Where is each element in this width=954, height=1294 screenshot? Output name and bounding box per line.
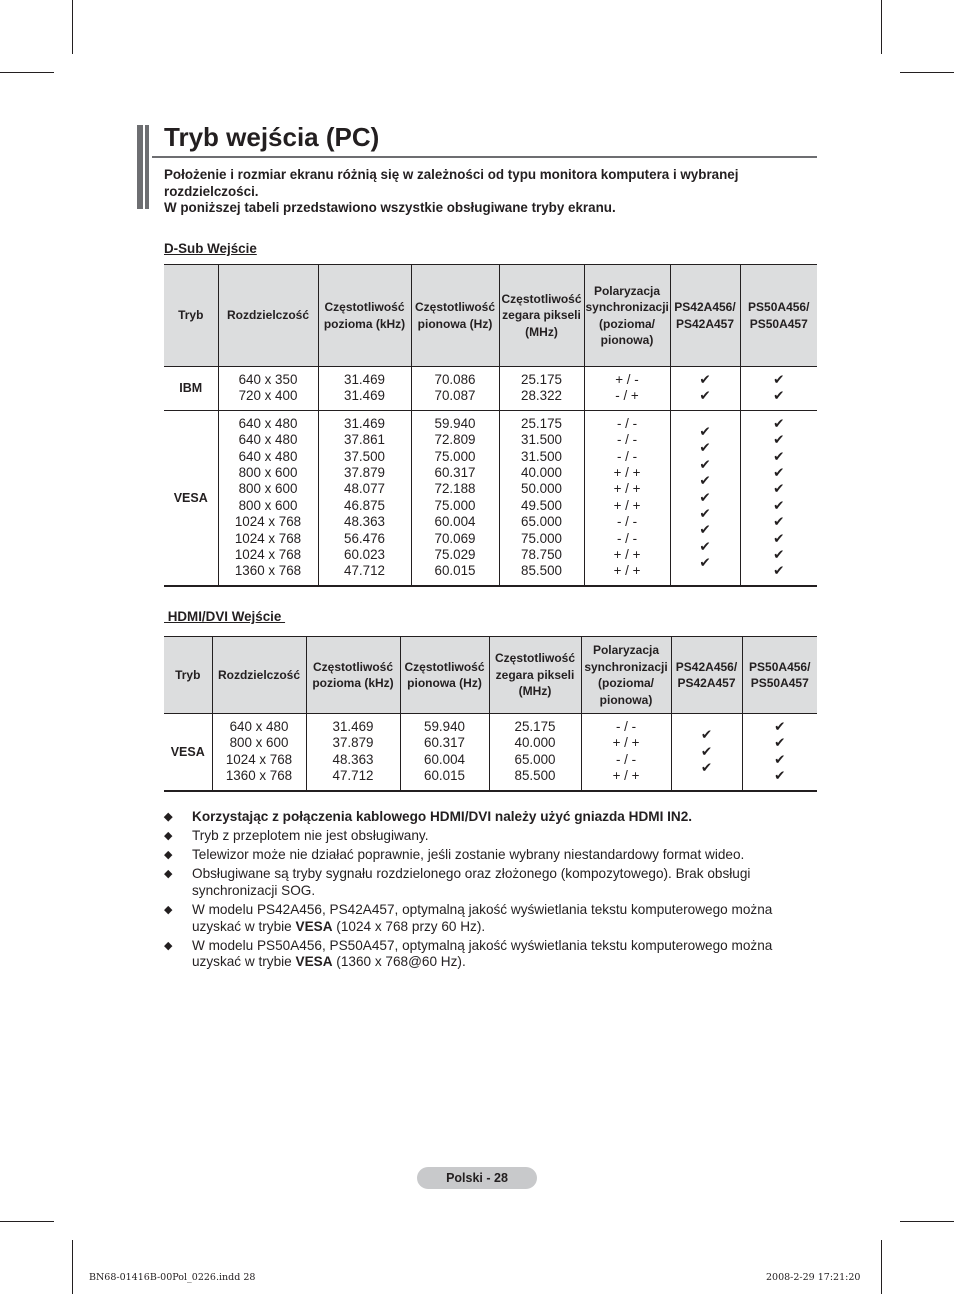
checkmark-icon: ✔ bbox=[773, 448, 785, 464]
cell-value: 50.000 bbox=[521, 481, 562, 497]
cell-value: + / + bbox=[613, 563, 641, 579]
header-resolution: Rozdzielczość bbox=[218, 265, 318, 367]
cell-value: 72.188 bbox=[434, 481, 476, 497]
cell-vfreq bbox=[400, 714, 489, 791]
cell-model50 bbox=[742, 714, 817, 791]
cell-value: + / + bbox=[612, 768, 640, 784]
cell-value: 70.086 bbox=[434, 372, 476, 387]
cell-value: 60.015 bbox=[424, 768, 465, 784]
note-text: W modelu PS42A456, PS42A457, optymalną jakość wyświetlania tekstu komputerowego można uzyskać w trybie bbox=[192, 901, 773, 934]
cell-value: 85.500 bbox=[514, 768, 556, 784]
cell-value: 31.469 bbox=[344, 372, 385, 387]
crop-mark bbox=[72, 0, 73, 54]
cell-value: 75.029 bbox=[434, 547, 476, 563]
crop-mark bbox=[900, 72, 954, 73]
checkmark-icon: ✔ bbox=[699, 555, 711, 571]
checkmark-icon: ✔ bbox=[700, 760, 713, 776]
cell-value: 49.500 bbox=[521, 497, 562, 513]
cell-value: 800 x 600 bbox=[238, 481, 298, 497]
cell-value: + / + bbox=[613, 465, 641, 481]
cell-value: 1360 x 768 bbox=[234, 563, 302, 579]
cell-model50 bbox=[740, 367, 817, 411]
checkmark-icon: ✔ bbox=[773, 481, 785, 497]
cell-value: 640 x 480 bbox=[238, 432, 298, 448]
cell-value: - / - bbox=[616, 415, 638, 431]
notes-list bbox=[164, 809, 804, 973]
cell-value: + / + bbox=[613, 481, 641, 497]
intro-line-1: Położenie i rozmiar ekranu różnią się w zależności od typu monitora komputera i wybranej rozdzielczości. bbox=[164, 167, 739, 199]
cell-value: 60.317 bbox=[424, 735, 465, 751]
cell-value: 40.000 bbox=[521, 465, 562, 481]
intro-text bbox=[164, 167, 804, 217]
cell-value: 640 x 480 bbox=[229, 719, 289, 734]
diamond-bullet-icon: ◆ bbox=[164, 811, 173, 823]
cell-value: + / + bbox=[612, 735, 640, 751]
cell-pixclk bbox=[489, 714, 581, 791]
cell-value: 31.469 bbox=[344, 388, 385, 404]
note-text: Telewizor może nie działać poprawnie, jeśli zostanie wybrany niestandardowy format wideo. bbox=[192, 847, 745, 863]
cell-value: 720 x 400 bbox=[238, 388, 298, 404]
cell-value: + / - bbox=[615, 372, 639, 387]
cell-value: 1024 x 768 bbox=[234, 547, 302, 563]
header-polarity: Polaryzacja synchronizacji (pozioma/ pionowa) bbox=[581, 637, 671, 714]
diamond-bullet-icon: ◆ bbox=[164, 849, 173, 862]
checkmark-icon: ✔ bbox=[773, 372, 785, 387]
cell-value: 25.175 bbox=[521, 415, 562, 431]
checkmark-icon: ✔ bbox=[699, 522, 711, 538]
header-model-42: PS42A456/ PS42A457 bbox=[670, 265, 740, 367]
cell-resolution bbox=[212, 714, 306, 791]
header-model-50: PS50A456/ PS50A457 bbox=[742, 637, 817, 714]
hdmi-modes-table bbox=[164, 636, 817, 792]
cell-value: + / + bbox=[613, 497, 641, 513]
cell-value: - / - bbox=[615, 719, 637, 734]
diamond-bullet-icon: ◆ bbox=[164, 939, 173, 952]
header-pixclk: Częstotliwość zegara pikseli (MHz) bbox=[489, 637, 581, 714]
cell-value: 48.077 bbox=[344, 481, 385, 497]
cell-mode: IBM bbox=[164, 367, 218, 411]
diamond-bullet-icon: ◆ bbox=[164, 830, 173, 843]
cell-model50 bbox=[740, 410, 817, 586]
cell-value: 640 x 480 bbox=[238, 415, 298, 431]
note-item bbox=[164, 828, 804, 845]
cell-vfreq bbox=[411, 367, 499, 411]
cell-value: 1024 x 768 bbox=[234, 530, 302, 546]
cell-value: 70.087 bbox=[434, 388, 476, 404]
header-mode: Tryb bbox=[164, 637, 212, 714]
header-pixclk: Częstotliwość zegara pikseli (MHz) bbox=[499, 265, 584, 367]
header-model-42: PS42A456/ PS42A457 bbox=[671, 637, 742, 714]
dsub-section-label: D-Sub Wejście bbox=[164, 241, 257, 256]
header-hfreq: Częstotliwość pozioma (kHz) bbox=[318, 265, 411, 367]
cell-value: 640 x 480 bbox=[238, 448, 298, 464]
header-hfreq: Częstotliwość pozioma (kHz) bbox=[306, 637, 400, 714]
hdmi-section-label: HDMI/DVI Wejście bbox=[164, 609, 286, 624]
cell-value: 75.000 bbox=[434, 448, 476, 464]
header-model-50: PS50A456/ PS50A457 bbox=[740, 265, 817, 367]
checkmark-icon: ✔ bbox=[774, 735, 786, 751]
cell-value: 40.000 bbox=[514, 735, 556, 751]
checkmark-icon: ✔ bbox=[774, 719, 786, 734]
checkmark-icon: ✔ bbox=[773, 547, 785, 563]
checkmark-icon: ✔ bbox=[773, 388, 785, 404]
page-title: Tryb wejścia (PC) bbox=[164, 122, 380, 152]
checkmark-icon: ✔ bbox=[773, 514, 785, 530]
cell-vfreq bbox=[411, 410, 499, 586]
note-item bbox=[164, 809, 804, 826]
cell-value: 1024 x 768 bbox=[234, 514, 302, 530]
cell-value: 37.861 bbox=[344, 432, 385, 448]
cell-value: 48.363 bbox=[344, 514, 385, 530]
cell-value: 72.809 bbox=[434, 432, 476, 448]
cell-value: 75.000 bbox=[521, 530, 562, 546]
note-item bbox=[164, 866, 804, 899]
cell-value: 56.476 bbox=[344, 530, 385, 546]
cell-value: 31.500 bbox=[521, 432, 562, 448]
cell-value: 60.004 bbox=[434, 514, 476, 530]
cell-value: 25.175 bbox=[514, 719, 556, 734]
cell-value: 31.469 bbox=[344, 415, 385, 431]
dsub-modes-table bbox=[164, 264, 817, 587]
cell-value: - / + bbox=[615, 388, 639, 404]
cell-model42 bbox=[670, 410, 740, 586]
cell-value: 70.069 bbox=[434, 530, 476, 546]
note-item bbox=[164, 902, 804, 935]
checkmark-icon: ✔ bbox=[773, 415, 785, 431]
cell-value: 47.712 bbox=[332, 768, 374, 784]
cell-resolution bbox=[218, 410, 318, 586]
checkmark-icon: ✔ bbox=[699, 440, 711, 456]
cell-value: 800 x 600 bbox=[238, 497, 298, 513]
checkmark-icon: ✔ bbox=[773, 432, 785, 448]
header-mode: Tryb bbox=[164, 265, 218, 367]
checkmark-icon: ✔ bbox=[773, 465, 785, 481]
cell-value: 60.004 bbox=[424, 751, 465, 767]
table-row bbox=[164, 367, 817, 411]
crop-mark bbox=[881, 1240, 882, 1294]
checkmark-icon: ✔ bbox=[773, 497, 785, 513]
cell-mode: VESA bbox=[164, 410, 218, 586]
note-text: (1360 x 768@60 Hz). bbox=[332, 954, 466, 970]
cell-hfreq bbox=[318, 367, 411, 411]
note-text: Korzystając z połączenia kablowego HDMI/DVI należy użyć gniazda HDMI IN2. bbox=[192, 809, 693, 824]
cell-value: 65.000 bbox=[514, 751, 556, 767]
cell-value: 37.879 bbox=[344, 465, 385, 481]
cell-value: - / - bbox=[615, 751, 637, 767]
page-number: Polski - 28 bbox=[417, 1167, 537, 1189]
diamond-bullet-icon: ◆ bbox=[164, 868, 173, 881]
cell-value: 60.015 bbox=[434, 563, 476, 579]
checkmark-icon: ✔ bbox=[699, 506, 711, 522]
cell-value: 60.317 bbox=[434, 465, 476, 481]
cell-value: 59.940 bbox=[434, 415, 476, 431]
cell-value: 46.875 bbox=[344, 497, 385, 513]
cell-value: - / - bbox=[616, 514, 638, 530]
cell-value: 75.000 bbox=[434, 497, 476, 513]
crop-mark bbox=[881, 0, 882, 54]
crop-mark bbox=[72, 1240, 73, 1294]
cell-value: 65.000 bbox=[521, 514, 562, 530]
title-decoration bbox=[137, 125, 151, 209]
header-polarity: Polaryzacja synchronizacji (pozioma/ pionowa) bbox=[584, 265, 670, 367]
table-row bbox=[164, 714, 817, 791]
cell-value: 1360 x 768 bbox=[225, 768, 293, 784]
cell-value: - / - bbox=[616, 448, 638, 464]
diamond-bullet-icon: ◆ bbox=[164, 903, 173, 916]
note-item bbox=[164, 938, 804, 971]
cell-value: 640 x 350 bbox=[238, 372, 298, 387]
cell-model42 bbox=[670, 367, 740, 411]
cell-hfreq bbox=[318, 410, 411, 586]
cell-polarity bbox=[581, 714, 671, 791]
checkmark-icon: ✔ bbox=[773, 530, 785, 546]
checkmark-icon: ✔ bbox=[699, 456, 711, 472]
note-text: Tryb z przeplotem nie jest obsługiwany. bbox=[192, 828, 429, 844]
note-emphasis: VESA bbox=[295, 954, 333, 970]
cell-value: 800 x 600 bbox=[229, 735, 289, 751]
intro-line-2: W poniższej tabeli przedstawiono wszystkie obsługiwane tryby ekranu. bbox=[164, 200, 616, 215]
note-text: (1024 x 768 przy 60 Hz). bbox=[332, 918, 486, 934]
header-resolution: Rozdzielczość bbox=[212, 637, 306, 714]
cell-value: 78.750 bbox=[521, 547, 562, 563]
cell-value: 1024 x 768 bbox=[225, 751, 293, 767]
note-emphasis: VESA bbox=[295, 918, 333, 934]
cell-value: 31.469 bbox=[332, 719, 374, 734]
cell-value: 37.500 bbox=[344, 448, 385, 464]
checkmark-icon: ✔ bbox=[699, 489, 711, 505]
cell-value: 60.023 bbox=[344, 547, 385, 563]
checkmark-icon: ✔ bbox=[774, 768, 786, 784]
checkmark-icon: ✔ bbox=[773, 563, 785, 579]
file-slug: BN68-01416B-00Pol_0226.indd 28 bbox=[89, 1272, 256, 1283]
cell-value: 800 x 600 bbox=[238, 465, 298, 481]
cell-value: + / + bbox=[613, 547, 641, 563]
cell-model42 bbox=[671, 714, 742, 791]
cell-pixclk bbox=[499, 367, 584, 411]
checkmark-icon: ✔ bbox=[699, 388, 711, 404]
title-divider bbox=[152, 156, 817, 158]
checkmark-icon: ✔ bbox=[699, 372, 711, 387]
cell-value: 31.500 bbox=[521, 448, 562, 464]
checkmark-icon: ✔ bbox=[774, 751, 786, 767]
date-slug: 2008-2-29 17:21:20 bbox=[766, 1272, 861, 1283]
header-vfreq: Częstotliwość pionowa (Hz) bbox=[411, 265, 499, 367]
checkmark-icon: ✔ bbox=[699, 538, 711, 554]
cell-value: 28.322 bbox=[521, 388, 562, 404]
table-row bbox=[164, 410, 817, 586]
crop-mark bbox=[900, 1221, 954, 1222]
cell-value: 59.940 bbox=[424, 719, 465, 734]
cell-value: 37.879 bbox=[332, 735, 374, 751]
note-text: Obsługiwane są tryby sygnału rozdzielonego oraz złożonego (kompozytowego). Brak obsługi synchronizacji SOG. bbox=[192, 866, 751, 898]
checkmark-icon: ✔ bbox=[700, 743, 713, 759]
note-item bbox=[164, 847, 804, 864]
cell-value: - / - bbox=[616, 432, 638, 448]
table-header-row bbox=[164, 637, 817, 714]
note-text: W modelu PS50A456, PS50A457, optymalną jakość wyświetlania tekstu komputerowego można uzyskać w trybie bbox=[192, 937, 773, 970]
crop-mark bbox=[0, 1221, 54, 1222]
cell-value: - / - bbox=[616, 530, 638, 546]
table-header-row bbox=[164, 265, 817, 367]
cell-value: 25.175 bbox=[521, 372, 562, 387]
cell-polarity bbox=[584, 410, 670, 586]
cell-polarity bbox=[584, 367, 670, 411]
cell-value: 48.363 bbox=[332, 751, 374, 767]
crop-mark bbox=[0, 72, 54, 73]
header-vfreq: Częstotliwość pionowa (Hz) bbox=[400, 637, 489, 714]
cell-value: 47.712 bbox=[344, 563, 385, 579]
checkmark-icon: ✔ bbox=[700, 727, 713, 743]
cell-hfreq bbox=[306, 714, 400, 791]
checkmark-icon: ✔ bbox=[699, 473, 711, 489]
checkmark-icon: ✔ bbox=[699, 424, 711, 440]
cell-mode: VESA bbox=[164, 714, 212, 791]
cell-pixclk bbox=[499, 410, 584, 586]
cell-value: 85.500 bbox=[521, 563, 562, 579]
cell-resolution bbox=[218, 367, 318, 411]
